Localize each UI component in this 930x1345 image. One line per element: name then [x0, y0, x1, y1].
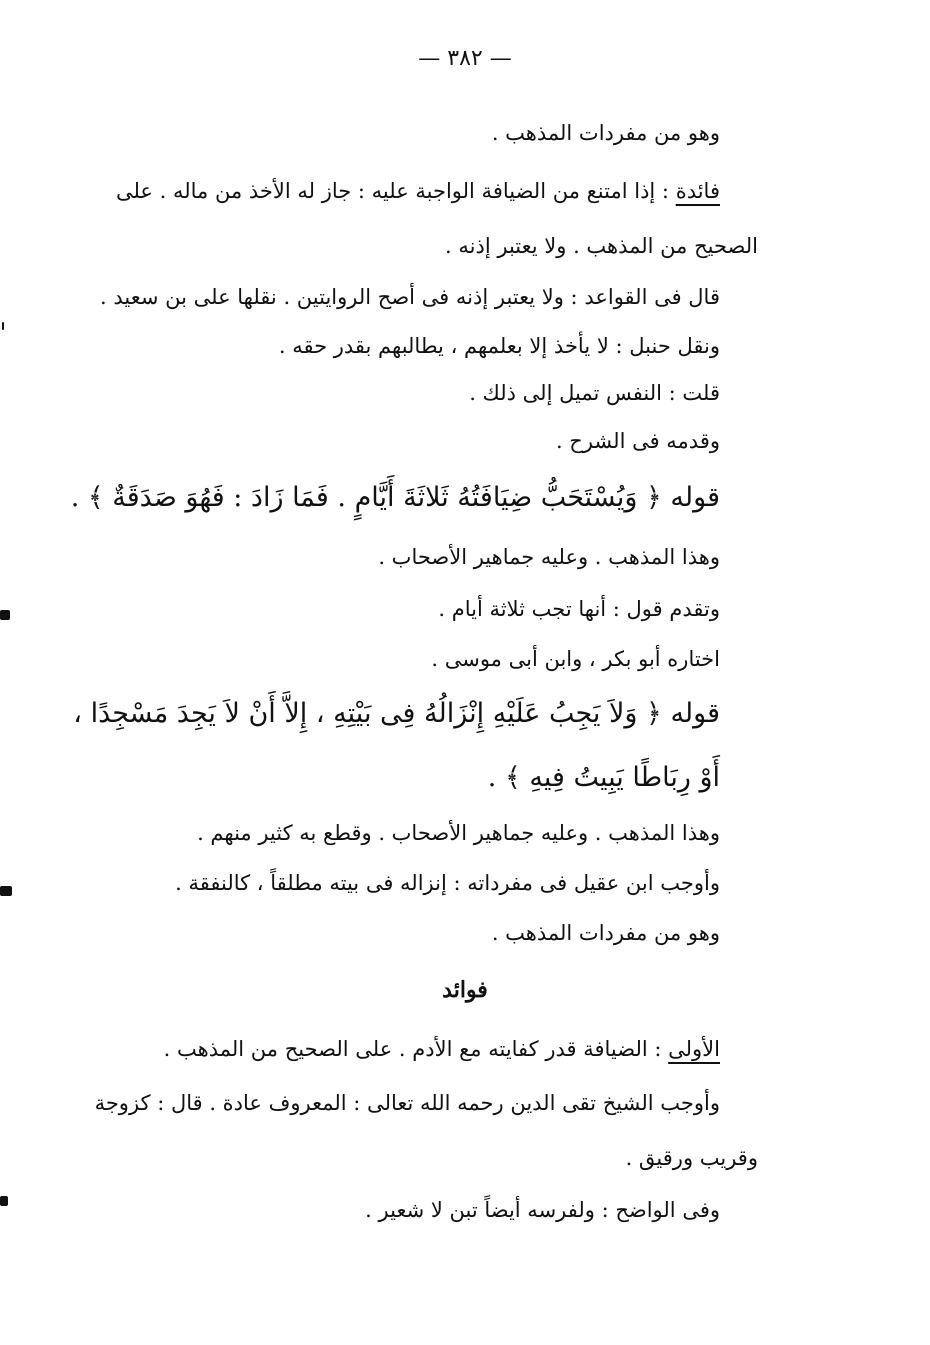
text-line: وهذا المذهب . وعليه جماهير الأصحاب .	[378, 545, 720, 569]
scan-mark	[2, 322, 4, 330]
text-line-justified	[115, 176, 720, 206]
quoted-text-line: قوله ﴿ وَيُسْتَحَبُّ ضِيَافَتُهُ ثَلاثَةَ أَيَّامٍ . فَمَا زَادَ : فَهُوَ صَدَقَةٌ ﴾ .	[70, 482, 720, 513]
text-line: الصحيح من المذهب . ولا يعتبر إذنه .	[445, 234, 758, 258]
text-line: وهو من مفردات المذهب .	[491, 121, 720, 145]
scan-mark	[0, 886, 12, 896]
text-line: وقريب ورقيق .	[625, 1146, 758, 1170]
text-line: قلت : النفس تميل إلى ذلك .	[469, 381, 720, 405]
quoted-text-line-justified: قوله ﴿ وَلاَ يَجِبُ عَلَيْهِ إِنْزَالُهُ فِى بَيْتِهِ ، إِلاَّ أَنْ لاَ يَجِدَ مَسْجِدًا ،	[73, 698, 720, 729]
note-label: الأولى	[668, 1037, 720, 1061]
page-number: — ٣٨٢ —	[418, 46, 512, 71]
text-line: وأوجب ابن عقيل فى مفرداته : إنزاله فى بيته مطلقاً ، كالنفقة .	[175, 871, 720, 895]
note-label: فائدة	[675, 179, 720, 203]
text-line-justified: وأوجب الشيخ تقى الدين رحمه الله تعالى : المعروف عادة . قال : كزوجة	[94, 1091, 720, 1115]
text-line: وهذا المذهب . وعليه جماهير الأصحاب . وقطع به كثير منهم .	[197, 821, 720, 845]
text-line: وفى الواضح : ولفرسه أيضاً تبن لا شعير .	[365, 1198, 720, 1222]
text-line: اختاره أبو بكر ، وابن أبى موسى .	[431, 647, 720, 671]
quoted-text-line: أَوْ رِبَاطًا يَبِيتُ فِيهِ ﴾ .	[487, 762, 720, 793]
text-segment: : إذا امتنع من الضيافة الواجبة عليه : جاز له الأخذ من ماله . على	[115, 179, 676, 203]
scan-mark	[0, 610, 10, 620]
text-line: وهو من مفردات المذهب .	[491, 921, 720, 945]
text-line: وتقدم قول : أنها تجب ثلاثة أيام .	[438, 597, 720, 621]
text-line: وقدمه فى الشرح .	[555, 429, 720, 453]
text-segment: : الضيافة قدر كفايته مع الأدم . على الصحيح من المذهب .	[163, 1037, 669, 1061]
text-line: ونقل حنبل : لا يأخذ إلا بعلمهم ، يطالبهم بقدر حقه .	[278, 334, 720, 358]
scan-mark	[0, 1196, 8, 1206]
section-heading: فوائد	[442, 977, 488, 1003]
text-line: قال فى القواعد : ولا يعتبر إذنه فى أصح الروايتين . نقلها على بن سعيد .	[100, 285, 720, 309]
text-line	[164, 1034, 720, 1064]
